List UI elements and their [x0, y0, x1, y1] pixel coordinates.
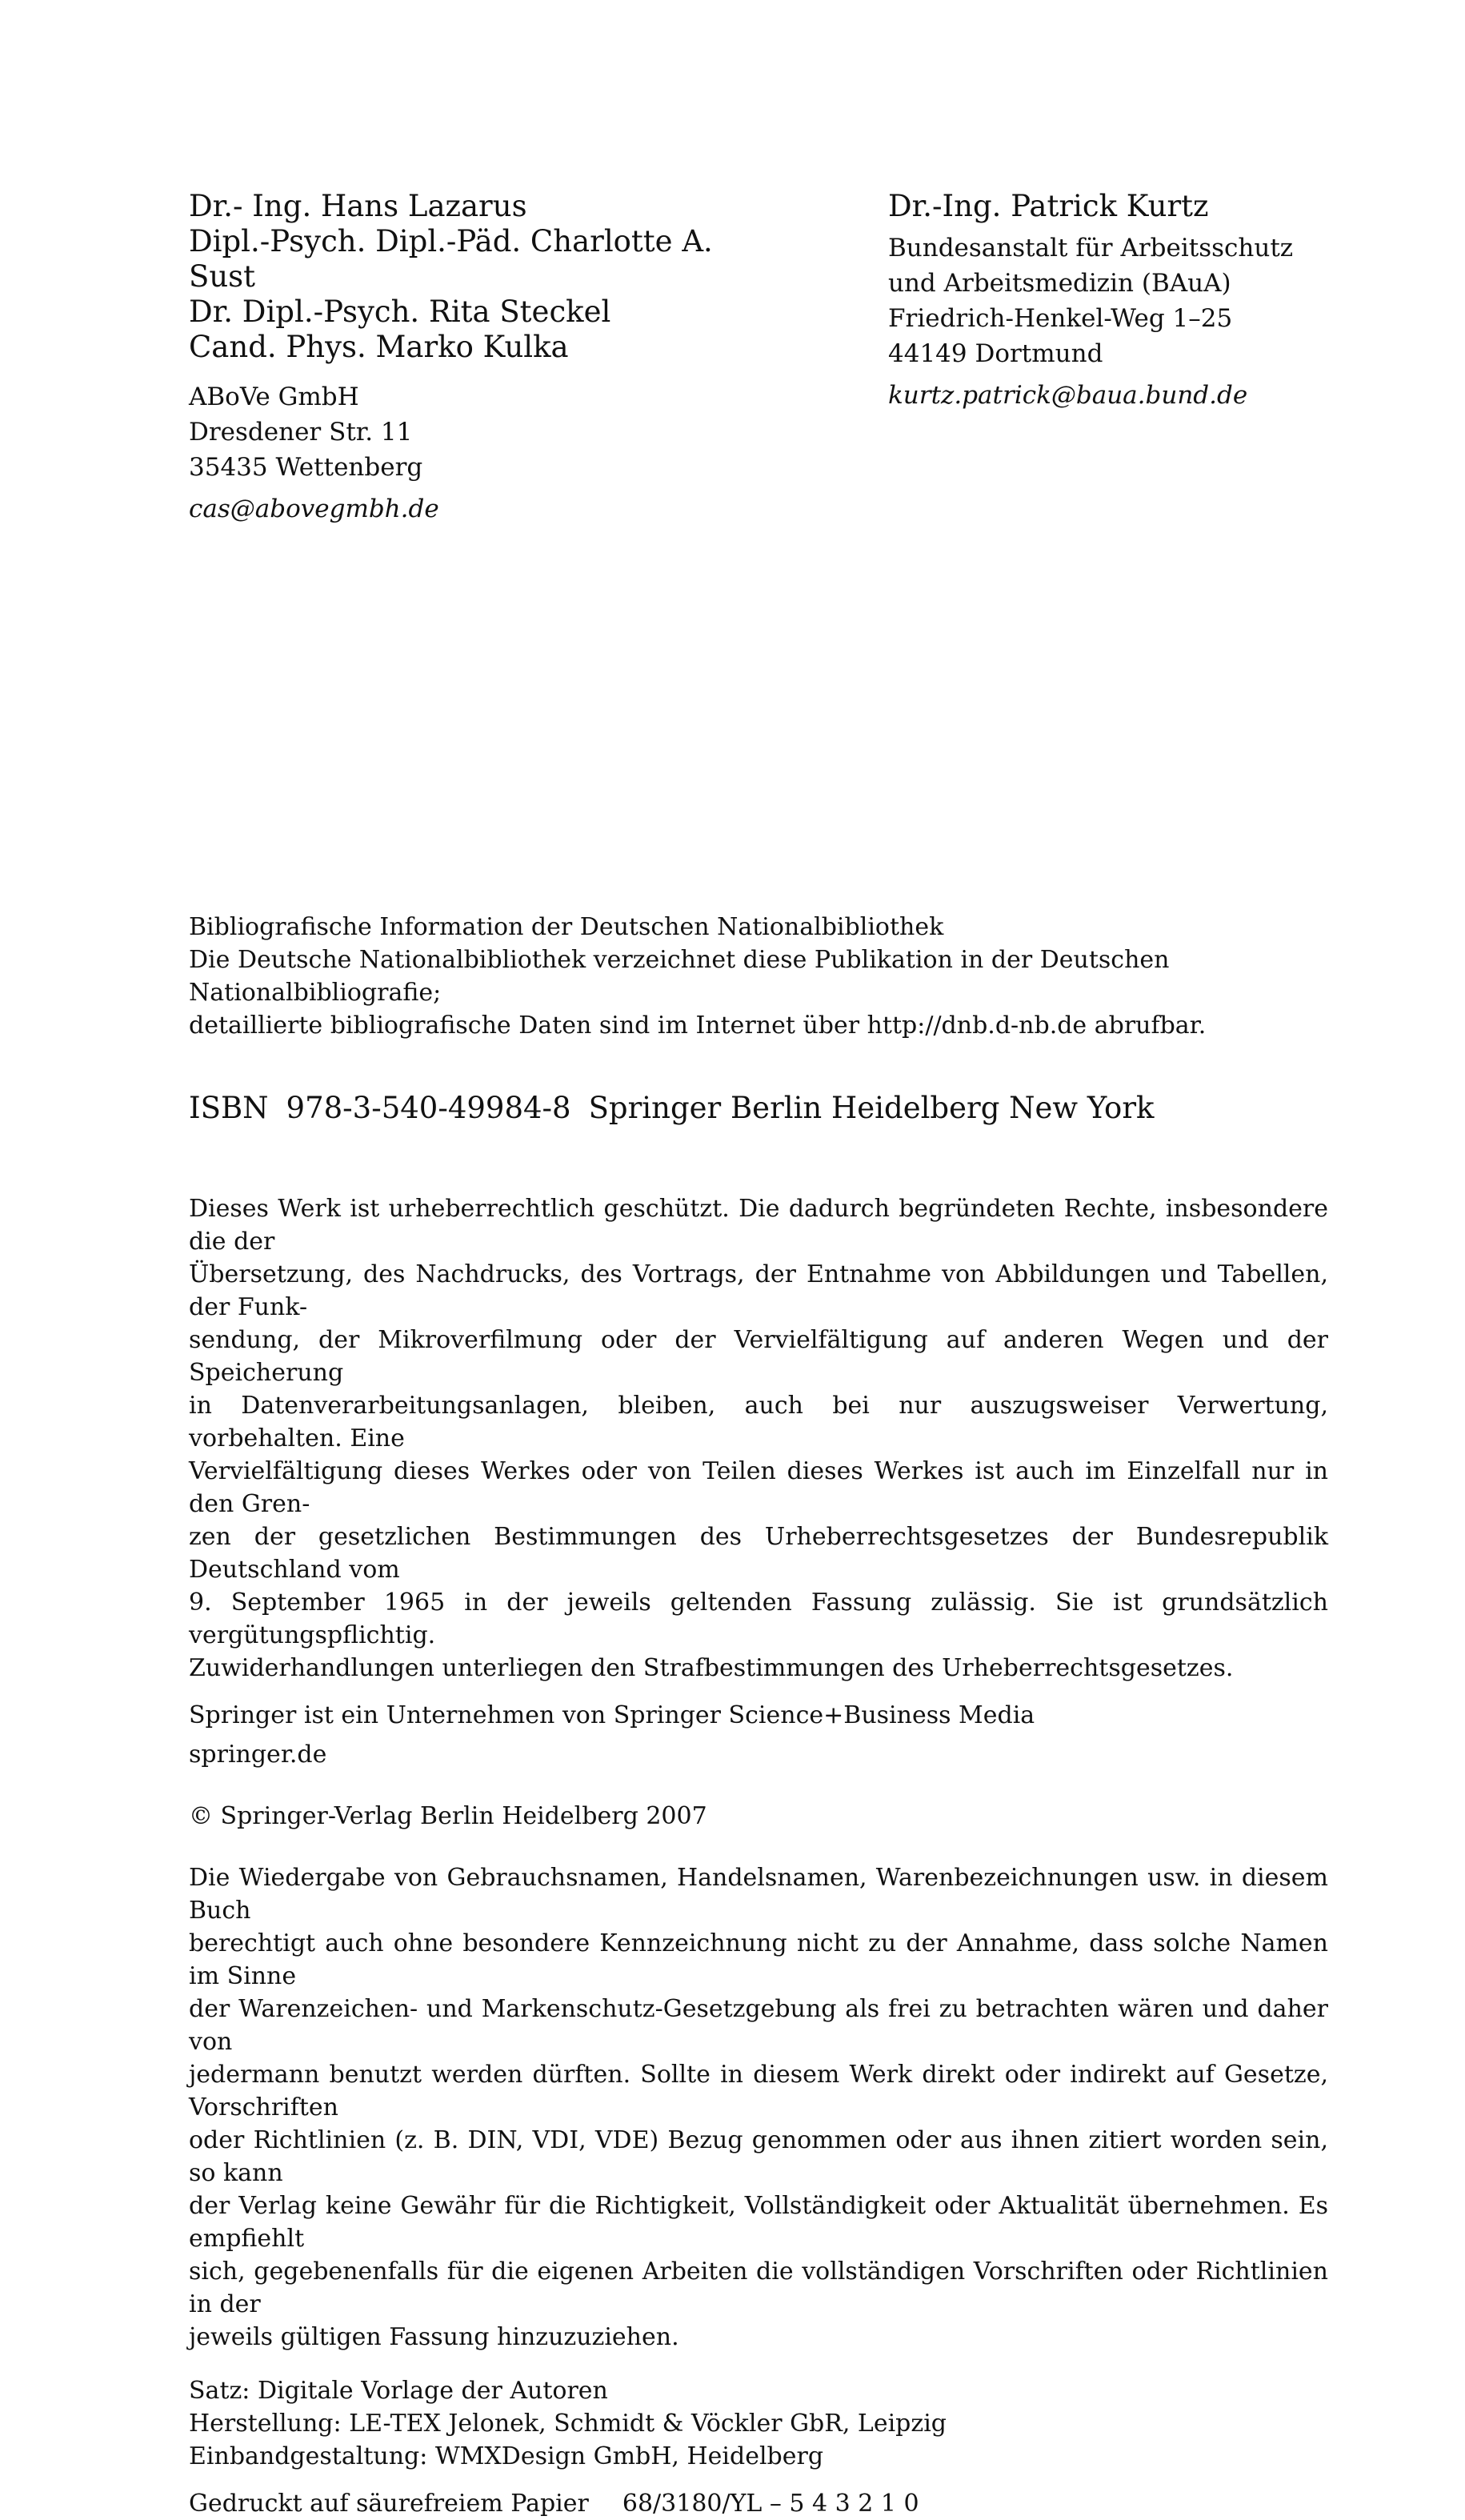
copyright-line: © Springer-Verlag Berlin Heidelberg 2007	[189, 1802, 707, 1830]
biblio-text: Die Deutsche Nationalbibliothek verzeichnet diese Publikation in der Deutschen Nationalbibliografie;	[189, 946, 1170, 1007]
notice-line: sendung, der Mikroverfilmung oder der Vervielfältigung auf anderen Wegen und der Speicherung	[189, 1326, 1328, 1387]
bibliographic-information	[189, 911, 1328, 1042]
author-name: Dipl.-Psych. Dipl.-Päd. Charlotte A. Sust	[189, 224, 713, 294]
notice-line: zen der gesetzlichen Bestimmungen des Urheberrechtsgesetzes der Bundesrepublik Deutschland vom	[189, 1523, 1328, 1584]
springer-company-line: Springer ist ein Unternehmen von Springer Science+Business Media	[189, 1701, 1035, 1729]
production-credit: Herstellung: LE-TEX Jelonek, Schmidt & Vöckler GbR, Leipzig	[189, 2410, 947, 2438]
notice-line: jedermann benutzt werden dürften. Sollte in diesem Werk direkt oder indirekt auf Gesetze, Vorschriften	[189, 2061, 1328, 2121]
biblio-text: detaillierte bibliografische Daten sind im Internet über http://dnb.d-nb.de abrufbar.	[189, 1012, 1207, 1040]
isbn-label: ISBN	[189, 1091, 269, 1125]
isbn-publisher: Springer Berlin Heidelberg New York	[588, 1091, 1155, 1125]
authors-section	[189, 189, 1328, 527]
left-author-block	[189, 189, 741, 527]
author-name: Cand. Phys. Marko Kulka	[189, 330, 569, 364]
right-address	[888, 230, 1328, 413]
notice-line: Dieses Werk ist urheberrechtlich geschützt. Die dadurch begründeten Rechte, insbesondere die der	[189, 1195, 1328, 1256]
notice-line: 9. September 1965 in der jeweils geltenden Fassung zulässig. Sie ist grundsätzlich vergütungspflichtig.	[189, 1589, 1328, 1649]
biblio-heading: Bibliografische Information der Deutschen Nationalbibliothek	[189, 913, 944, 941]
right-author-block	[888, 189, 1328, 527]
city-address: 44149 Dortmund	[888, 339, 1103, 368]
notice-line: berechtigt auch ohne besondere Kennzeichnung nicht zu der Annahme, dass solche Namen im Sinne	[189, 1929, 1328, 1990]
notice-line: Zuwiderhandlungen unterliegen den Strafbestimmungen des Urheberrechtsgesetzes.	[189, 1654, 1234, 1682]
notice-line: sich, gegebenenfalls für die eigenen Arbeiten die vollständigen Vorschriften oder Richtlinien in der	[189, 2258, 1328, 2318]
email-address: cas@abovegmbh.de	[189, 495, 439, 523]
paper-note: Gedruckt auf säurefreiem Papier	[189, 2490, 589, 2518]
isbn-line	[189, 1090, 1328, 1127]
author-name: Dr.-Ing. Patrick Kurtz	[888, 189, 1209, 223]
production-credits	[189, 2374, 1328, 2473]
print-code: 68/3180/YL – 5 4 3 2 1 0	[622, 2490, 919, 2518]
notice-line: der Warenzeichen- und Markenschutz-Gesetzgebung als frei zu betrachten wären und daher von	[189, 1995, 1328, 2056]
printing-line	[189, 2487, 1328, 2520]
city-address: 35435 Wettenberg	[189, 453, 423, 482]
notice-line: Übersetzung, des Nachdrucks, des Vortrags, der Entnahme von Abbildungen und Tabellen, der Funk-	[189, 1260, 1328, 1321]
notice-line: Die Wiedergabe von Gebrauchsnamen, Handelsnamen, Warenbezeichnungen usw. in diesem Buch	[189, 1864, 1328, 1925]
organization-line: und Arbeitsmedizin (BAuA)	[888, 269, 1231, 298]
notice-line: in Datenverarbeitungsanlagen, bleiben, auch bei nur auszugsweiser Verwertung, vorbehalten. Eine	[189, 1392, 1328, 1452]
street-address: Dresdener Str. 11	[189, 418, 413, 447]
copyright-notice	[189, 1192, 1328, 2354]
left-address	[189, 379, 741, 527]
organization-line: Bundesanstalt für Arbeitsschutz	[888, 234, 1294, 262]
springer-website: springer.de	[189, 1741, 327, 1769]
cover-design-credit: Einbandgestaltung: WMXDesign GmbH, Heidelberg	[189, 2442, 824, 2470]
left-author-names	[189, 189, 741, 365]
author-name: Dr.- Ing. Hans Lazarus	[189, 189, 527, 223]
notice-line: oder Richtlinien (z. B. DIN, VDI, VDE) Bezug genommen oder aus ihnen zitiert worden sein, so kann	[189, 2126, 1328, 2187]
trademark-paragraph	[189, 1861, 1328, 2354]
email-address: kurtz.patrick@baua.bund.de	[888, 381, 1248, 410]
copyright-paragraph	[189, 1192, 1328, 1685]
isbn-number: 978-3-540-49984-8	[286, 1091, 571, 1125]
company-name: ABoVe GmbH	[189, 383, 359, 411]
author-name: Dr. Dipl.-Psych. Rita Steckel	[189, 294, 611, 329]
imprint-page	[189, 189, 1328, 2520]
right-author-name	[888, 189, 1328, 224]
notice-line: jeweils gültigen Fassung hinzuzuziehen.	[189, 2323, 679, 2351]
notice-line: Vervielfältigung dieses Werkes oder von Teilen dieses Werkes ist auch im Einzelfall nur in den Gren-	[189, 1457, 1328, 1518]
typesetting-credit: Satz: Digitale Vorlage der Autoren	[189, 2377, 608, 2405]
street-address: Friedrich-Henkel-Weg 1–25	[888, 304, 1233, 333]
notice-line: der Verlag keine Gewähr für die Richtigkeit, Vollständigkeit oder Aktualität übernehmen. Es empfiehlt	[189, 2192, 1328, 2253]
